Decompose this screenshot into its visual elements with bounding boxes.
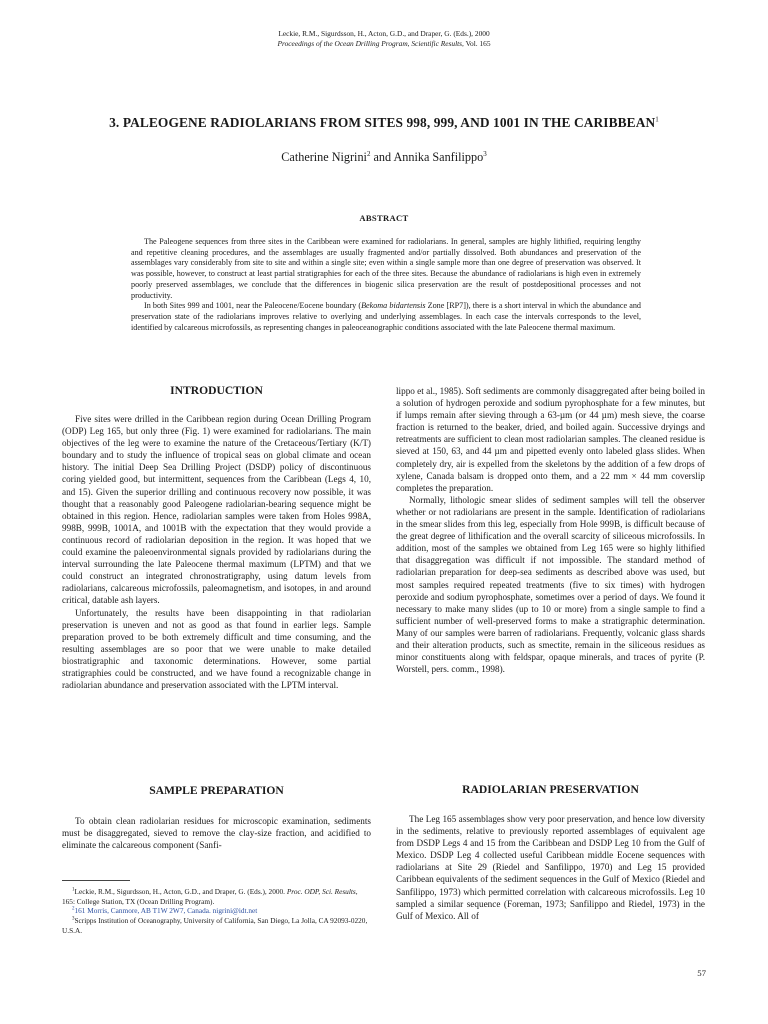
- sample-preparation-paragraph-1-continued: lippo et al., 1985). Soft sediments are commonly disaggregated after being boiled in a solution of hydrogen peroxide and sodium pyrophosphate for a few minutes, but if lumps remain after sieving through a 63-µm (or 44 µm) mesh sieve, the coarse fraction is returned to the beaker, dried, and boiled again. Successive dryings and retreatments are sufficient to clean most radiolarian samples. The cleaned residue is sieved at 150, 63, and 44 µm and pipetted evenly onto labeled glass slides. When completely dry, air is expelled from the skeletons by the addition of a few drops of xylene, Canada balsam is dropped onto them, and a 22 mm × 44 mm coverslip completes the preparation.: [396, 386, 705, 493]
- sample-preparation-body-continued: [396, 385, 705, 675]
- footnote-3: [62, 916, 371, 935]
- radiolarian-preservation-heading: RADIOLARIAN PRESERVATION: [462, 783, 639, 796]
- footnote-divider: [62, 880, 130, 881]
- footnote-1: [62, 887, 371, 906]
- abstract-taxon-name: Bekoma bidartensis: [361, 301, 426, 311]
- introduction-body: [62, 413, 371, 691]
- article-title: [40, 115, 728, 131]
- footnotes: [62, 887, 371, 936]
- sample-preparation-paragraph-1-start: To obtain clean radiolarian residues for microscopic examination, sediments must be disaggregated, sieved to remove the clay-size fraction, and acidified to eliminate the calcareous component (Sanfi-: [62, 816, 371, 851]
- abstract-paragraph-2: [131, 301, 641, 333]
- author-sanfilippo: Annika Sanfilippo: [393, 150, 484, 164]
- running-head-volume: Vol. 165: [463, 39, 491, 48]
- running-head-citation: Leckie, R.M., Sigurdsson, H., Acton, G.D., and Draper, G. (Eds.), 2000: [278, 29, 490, 38]
- footnote-2-number: 2: [72, 906, 75, 912]
- radiolarian-preservation-paragraph-1: The Leg 165 assemblages show very poor preservation, and hence low diversity in the sediments, relative to previously reported assemblages of equivalent age from DSDP Legs 4 and 15 from the Caribbean and DSDP Leg 10 from the Gulf of Mexico. DSDP Leg 4 collected useful Caribbean middle Eocene sequences with radiolarians at Site 29 (Riedel and Sanfilippo, 1970) and Leg 15 provided Caribbean equivalents of the sediment sequences in the Gulf of Mexico (Riedel and Sanfilippo, 1973) which permitted correlation with calcareous microfossils. Leg 10 sampled a similar sequence (Foreman, 1973; Sanfilippo and Riedel, 1973) in the Gulf of Mexico. All of: [396, 814, 705, 921]
- footnote-1-journal: Proc. ODP, Sci. Results,: [286, 887, 358, 896]
- abstract-p2-text-a: In both Sites 999 and 1001, near the Paleocene/Eocene boundary (: [144, 301, 362, 311]
- radiolarian-preservation-body: [396, 813, 705, 922]
- introduction-paragraph-2: Unfortunately, the results have been disappointing in that radiolarian preservation is uneven and not as good as that found in earlier legs. Sample preparation proved to be both extremely difficult and time consuming, and the resulting assemblages are so poor that we were unable to make detailed biostratigraphic and taxonomic determinations. However, some partial stratigraphies could be constructed, and we have found a recognizable change in radiolarian abundance and preservation associated with the LPTM interval.: [62, 607, 371, 691]
- footnote-1-number: 1: [72, 887, 75, 893]
- running-head-journal: [0, 39, 768, 49]
- footnote-3-number: 3: [72, 916, 75, 922]
- author-footnote-marker-2[interactable]: 2: [366, 149, 371, 158]
- article-title-text: 3. PALEOGENE RADIOLARIANS FROM SITES 998, 999, AND 1001 IN THE CARIBBEAN: [109, 115, 656, 130]
- author-footnote-marker-3[interactable]: 3: [483, 149, 487, 158]
- footnote-2: [62, 906, 371, 916]
- abstract-heading: ABSTRACT: [359, 213, 409, 223]
- author-line: [0, 150, 768, 165]
- title-footnote-marker[interactable]: 1: [655, 115, 659, 124]
- footnote-1-text-a: Leckie, R.M., Sigurdsson, H., Acton, G.D., and Draper, G. (Eds.), 2000.: [74, 887, 287, 896]
- author-nigrini: Catherine Nigrini: [281, 150, 367, 164]
- footnote-1-text-b: 165: College Station, TX (Ocean Drilling Program).: [62, 896, 215, 906]
- author-joiner: and: [370, 150, 394, 164]
- abstract-p2-text-b: Zone [RP7]), there is a short interval in which the abundance and preservation state of the radiolarians improves relative to overlying and underlying assemblages. In each case the intervals corresponds to the level, identified by calcareous microfossils, as representing changes in paleoceanographic conditions associated with the late Paleocene thermal maximum.: [131, 301, 641, 332]
- introduction-paragraph-1: Five sites were drilled in the Caribbean region during Ocean Drilling Program (ODP) Leg 165, but only three (Fig. 1) were examined for radiolarians. The main objectives of the leg were to examine the nature of the Cretaceous/Tertiary (K/T) boundary and to study the influence of tropical seas on global climate and ocean history. The initial Deep Sea Drilling Project (DSDP) policy of discontinuous coring yielded good, but intermittent, sequences from the Caribbean (Legs 4, 10, and 15). Given the superior drilling and continuous recovery now possible, it was thought that a reasonably good Paleogene radiolarian-bearing sequence might be obtained in this region. Hence, radiolarian samples were taken from Holes 998A, 998B, 999B, 1001A, and 1001B with the expectation that they would provide a continuous record of radiolarian deposition in the region. It was hoped that we could examine the paleoenvironmental signals provided by radiolarians during the interval surrounding the late Paleocene thermal maximum (LPTM) and that we could construct an integrated chronostratigraphy, using datum levels from radiolarians, calcareous microfossils, paleomagnetism, and isotopes, in and around critical, datable ash layers.: [62, 414, 371, 606]
- introduction-heading: INTRODUCTION: [170, 384, 263, 397]
- page-number: 57: [697, 968, 706, 978]
- footnote-3-text: Scripps Institution of Oceanography, University of California, San Diego, La Jolla, CA 92093-0220, U.S.A.: [62, 916, 368, 935]
- sample-preparation-body-start: [62, 815, 371, 851]
- author-contact-link[interactable]: 161 Morris, Canmore, AB T1W 2W7, Canada. nigrini@idt.net: [74, 906, 258, 916]
- abstract-body: [131, 237, 641, 333]
- running-head-journal-title: Proceedings of the Ocean Drilling Program, Scientific Results,: [277, 39, 464, 48]
- sample-preparation-heading: SAMPLE PREPARATION: [149, 784, 284, 797]
- abstract-paragraph-1: The Paleogene sequences from three sites in the Caribbean were examined for radiolarians. In general, samples are highly lithified, requiring lengthy and repetitive cleaning procedures, and the assemblages are usually fragmented and/or partially dissolved. Both abundances and preservation of the assemblages vary considerably from site to site and within a single site; even within a single sample more than one degree of preservation was observed. It was possible, however, to construct at least partial stratigraphies for each of the three sites. Because the abundance of radiolarians is high even in extremely poorly preserved assemblages, we conclude that the differences in biogenic silica preservation are the result of postdepositional processes and not productivity.: [131, 237, 641, 300]
- sample-preparation-paragraph-2: Normally, lithologic smear slides of sediment samples will tell the observer whether or not radiolarians are present in the sample. Identification of radiolarians in the smear slides from this leg, especially from Hole 999B, is difficult because of the great degree of lithification and the overall scarcity of siliceous microfossils. In addition, most of the samples we obtained from Leg 165 were so highly lithified that disaggregation was difficult if not impossible. The standard method of radiolarian preparation for deep-sea sediments as described above was used, but most samples required repeated treatments (five to six times) with hydrogen peroxide and sodium pyrophosphate, sometimes over a period of days. We found it necessary to make many slides (up to 10 or more) from a single sample to find a sufficient number of well-preserved forms to make a stratigraphic determination. Many of our samples were barren of radiolarians. Frequently, volcanic glass shards and their alteration products, such as smectite, remain in the siliceous residues as minor constituents along with feldspar, opaque minerals, and traces of pyrite (P. Worstell, pers. comm., 1998).: [396, 494, 705, 675]
